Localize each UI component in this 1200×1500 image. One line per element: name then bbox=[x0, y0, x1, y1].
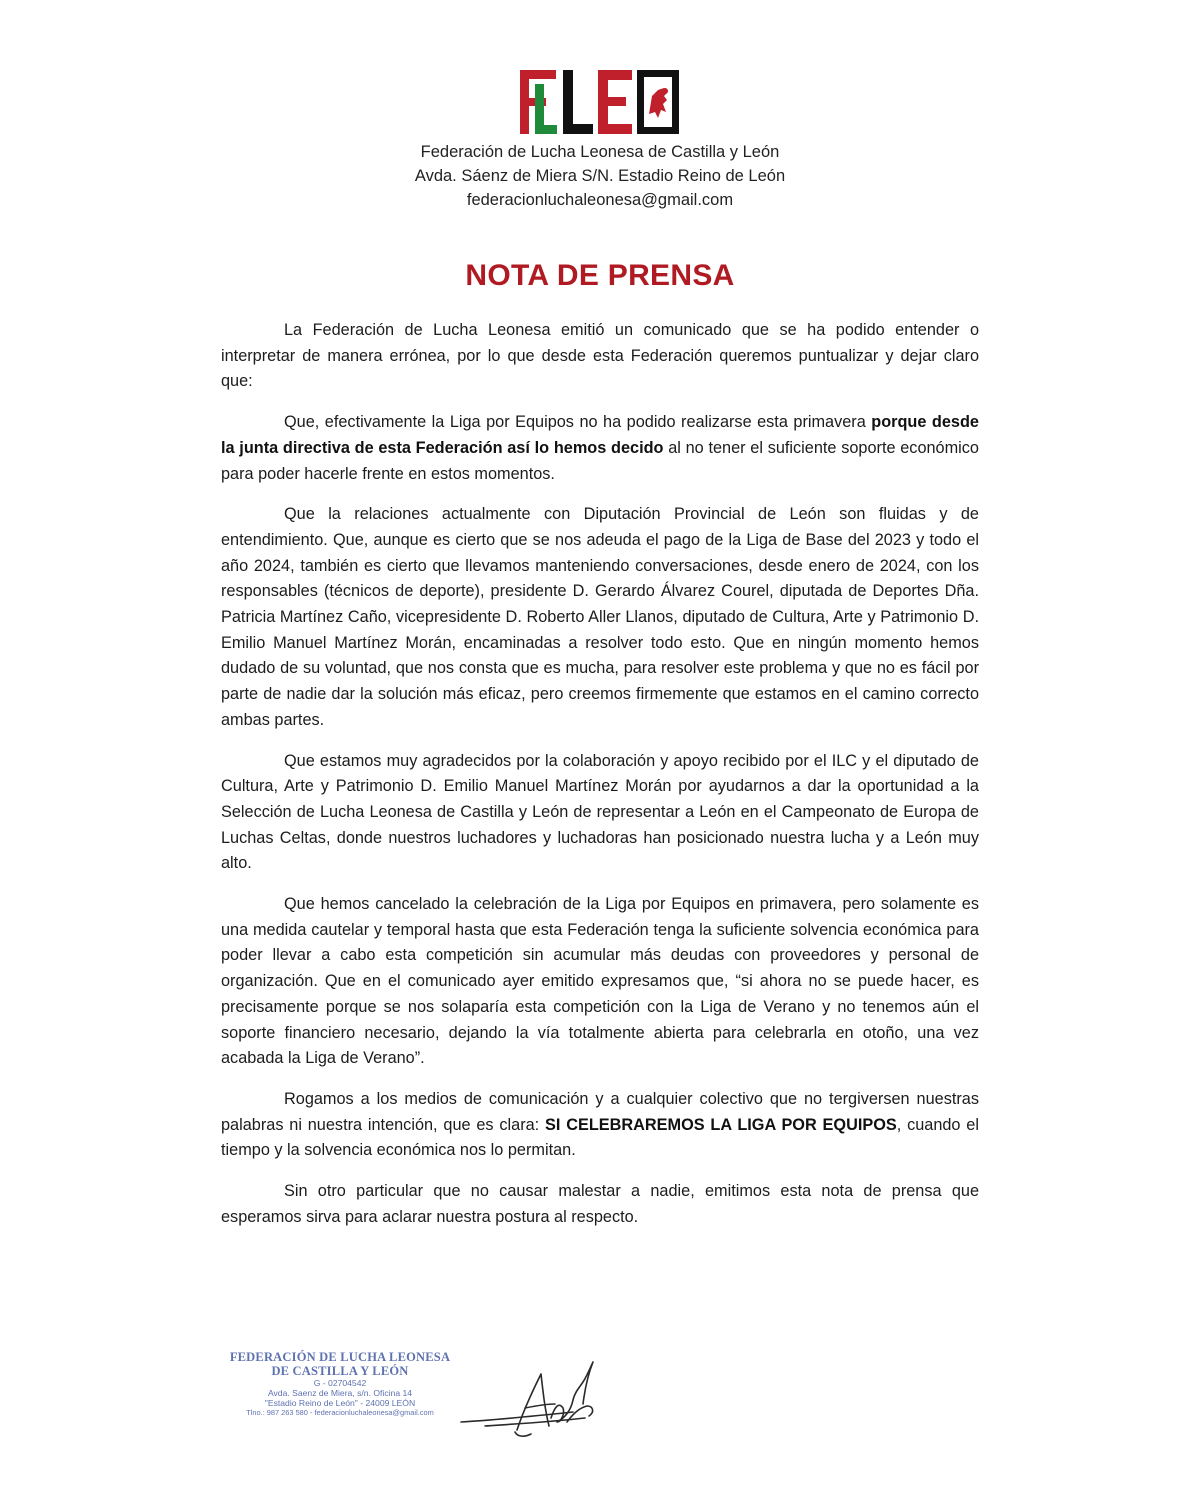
stamp-line-1: FEDERACIÓN DE LUCHA LEONESA bbox=[229, 1350, 451, 1364]
paragraph-5: Que hemos cancelado la celebración de la Liga por Equipos en primavera, pero solamente es una medida cautelar y temporal hasta que esta Federación tenga la suficiente solvencia económica para poder llevar a cabo esta competición sin acumular más deudas con proveedores y personal de organización. Que en el comunicado ayer emitido expresamos que, “si ahora no se puede hacer, es precisamente porque se nos solaparía esta competición con la Liga de Verano y no tenemos aún el soporte financiero necesario, dejando la vía totalmente abierta para celebrarla en otoño, una vez acabada la Liga de Verano”. bbox=[221, 895, 979, 1068]
paragraph-2-start: Que, efectivamente la Liga por Equipos no ha podido realizarse esta primavera bbox=[284, 413, 872, 432]
stamp-address-1: Avda. Saenz de Miera, s/n. Oficina 14 bbox=[267, 1388, 413, 1398]
signature-icon bbox=[455, 1352, 615, 1442]
paragraph-2-bold: porque desde la junta directiva de esta Federación así lo hemos decido bbox=[221, 413, 979, 457]
federation-stamp bbox=[222, 1350, 458, 1418]
paragraph-6 bbox=[221, 1087, 979, 1164]
paragraph-6-bold: SI CELEBRAREMOS LA LIGA POR EQUIPOS bbox=[545, 1115, 897, 1134]
stamp-line-2: DE CASTILLA Y LEÓN bbox=[271, 1364, 409, 1378]
paragraph-2 bbox=[221, 410, 979, 487]
stamp-contact: Tlno.: 987 263 580 - federacionluchaleonesa@gmail.com bbox=[246, 1408, 434, 1417]
letterhead bbox=[0, 140, 1200, 212]
paragraph-6-end: , cuando el tiempo y la solvencia económica nos lo permitan. bbox=[221, 1115, 979, 1160]
paragraph-4: Que estamos muy agradecidos por la colaboración y apoyo recibido por el ILC y el diputado de Cultura, Arte y Patrimonio D. Emilio Manuel Martínez Morán por ayudarnos a dar la oportunidad a la Selección de Lucha Leonesa de Castilla y León de representar a León en el Campeonato de Europa de Luchas Celtas, donde nuestros luchadores y luchadoras han posicionado nuestra lucha y a León muy alto. bbox=[221, 751, 979, 873]
document-title: NOTA DE PRENSA bbox=[465, 259, 735, 292]
paragraph-2-end: al no tener el suficiente soporte económico para poder hacerle frente en estos momentos. bbox=[221, 438, 979, 483]
stamp-address-2: "Estadio Reino de León" - 24009 LEÓN bbox=[264, 1398, 416, 1408]
paragraph-3: Que la relaciones actualmente con Diputación Provincial de León son fluidas y de entendimiento. Que, aunque es cierto que se nos adeuda el pago de la Liga de Base del 2023 y todo el año 2024, también es cierto que llevamos manteniendo conversaciones, desde enero de 2024, con los responsables (técnicos de deporte), presidente D. Gerardo Álvarez Courel, diputada de Deportes Dña. Patricia Martínez Caño, vicepresidente D. Roberto Aller Llanos, diputado de Cultura, Arte y Patrimonio D. Emilio Manuel Martínez Morán, encaminadas a resolver todo esto. Que en ningún momento hemos dudado de su voluntad, que nos consta que es mucha, para resolver este problema y que no es fácil por parte de nadie dar la solución más eficaz, pero creemos firmemente que estamos en el camino correcto ambas partes. bbox=[221, 505, 979, 729]
press-release-body bbox=[221, 318, 979, 1246]
paragraph-6-start: Rogamos a los medios de comunicación y a cualquier colectivo que no tergiversen nuestras palabras ni nuestra intención, que es clara: bbox=[221, 1089, 979, 1134]
paragraph-7: Sin otro particular que no causar malestar a nadie, emitimos esta nota de prensa que esperamos sirva para aclarar nuestra postura al respecto. bbox=[221, 1182, 979, 1226]
federation-logo bbox=[518, 66, 682, 138]
stamp-cif: G - 02704542 bbox=[313, 1378, 367, 1388]
organization-address: Avda. Sáenz de Miera S/N. Estadio Reino de León bbox=[414, 167, 786, 185]
paragraph-1: La Federación de Lucha Leonesa emitió un comunicado que se ha podido entender o interpretar de manera errónea, por lo que desde esta Federación queremos puntualizar y dejar claro que: bbox=[221, 321, 979, 391]
organization-email: federacionluchaleonesa@gmail.com bbox=[466, 191, 734, 209]
organization-name: Federación de Lucha Leonesa de Castilla y León bbox=[420, 143, 780, 161]
